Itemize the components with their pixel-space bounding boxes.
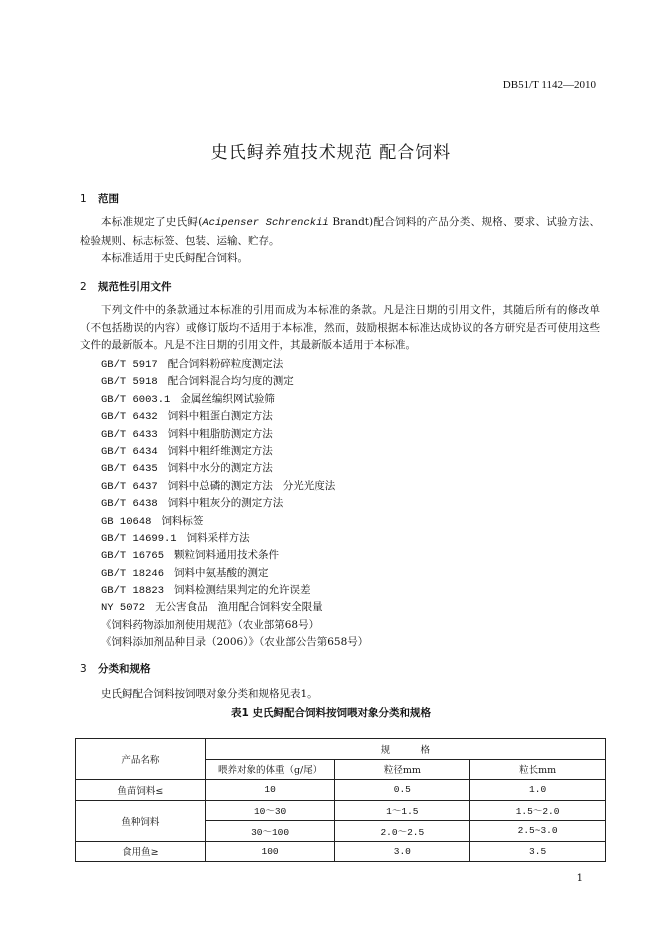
reference-code: GB/T 6003.1	[101, 393, 171, 406]
reference-title: 颗粒饲料通用技术条件	[174, 549, 280, 562]
cell-diameter: 2.0～2.5	[335, 821, 470, 842]
header-spec: 规 格	[205, 739, 605, 760]
cell-name: 鱼种饲料	[76, 800, 206, 841]
reference-title: 无公害食品 渔用配合饲料安全限量	[155, 601, 323, 614]
reference-item	[101, 356, 368, 373]
reference-code: GB/T 6437	[101, 480, 158, 493]
section-title: 规范性引用文件	[98, 281, 172, 293]
cell-diameter: 3.0	[335, 841, 470, 862]
scope-text-part: 本标准规定了史氏鲟(	[101, 216, 203, 228]
standard-code: DB51/T 1142—2010	[502, 79, 596, 91]
reference-item	[101, 426, 368, 443]
reference-title: 饲料采样方法	[186, 531, 250, 544]
reference-title: 饲料中总磷的测定方法 分光光度法	[167, 479, 336, 492]
reference-code: GB/T 5918	[101, 376, 158, 389]
reference-list	[101, 356, 368, 652]
reference-code: GB/T 6435	[101, 463, 158, 476]
section-heading-classification	[80, 661, 151, 676]
cell-length: 1.0	[470, 780, 606, 801]
reference-title: 饲料中粗灰分的测定方法	[167, 497, 284, 510]
reference-title: 饲料中粗脂肪测定方法	[167, 427, 273, 440]
table-header-row	[76, 739, 606, 760]
reference-title: 饲料中粗蛋白测定方法	[167, 410, 273, 423]
reference-title: 配合饲料粉碎粒度测定法	[167, 358, 284, 370]
reference-item	[101, 565, 368, 582]
reference-item	[101, 391, 368, 408]
scope-text	[80, 214, 600, 268]
reference-code: GB 10648	[101, 515, 152, 528]
classification-intro: 史氏鲟配合饲料按饲喂对象分类和规格见表1。	[101, 688, 318, 700]
section-heading-normative	[80, 279, 172, 294]
reference-title: 配合饲料混合均匀度的测定	[167, 375, 294, 388]
normative-intro	[80, 302, 600, 355]
reference-title: 《饲料添加剂品种目录（2006）》（农业部公告第658号）	[101, 636, 369, 649]
reference-item	[101, 547, 368, 564]
header-diameter: 粒径mm	[335, 759, 470, 780]
cell-diameter: 0.5	[335, 780, 470, 801]
cell-weight: 10～30	[205, 800, 335, 821]
cell-length: 3.5	[470, 841, 606, 862]
spec-table	[75, 738, 606, 862]
reference-code: GB/T 16765	[101, 550, 165, 563]
reference-item	[101, 634, 368, 651]
cell-weight: 100	[205, 841, 335, 862]
section-number: 1	[80, 193, 87, 205]
reference-title: 饲料中水分的测定方法	[167, 462, 273, 475]
reference-code: GB/T 14699.1	[101, 532, 177, 545]
reference-item	[101, 599, 368, 616]
normative-paragraph: 下列文件中的条款通过本标准的引用而成为本标准的条款。凡是注日期的引用文件，其随后所有的修改单（不包括勘误的内容）或修订版均不适用于本标准，然而，鼓励根据本标准达成协议的各方研究是否可使用这些文件的最新版本。凡是不注日期的引用文件，其最新版本适用于本标准。	[80, 304, 600, 351]
reference-title: 金属丝编织网试验筛	[180, 392, 275, 405]
reference-item	[101, 582, 368, 599]
reference-code: GB/T 6434	[101, 445, 158, 458]
reference-title: 《饲料药物添加剂使用规范》（农业部第68号）	[101, 618, 320, 631]
cell-name: 鱼苗饲料≤	[76, 780, 206, 801]
cell-weight: 30～100	[205, 821, 335, 842]
header-product-name: 产品名称	[76, 739, 206, 780]
page-number: 1	[576, 873, 583, 884]
section-number: 3	[80, 663, 87, 675]
header-length: 粒长mm	[470, 759, 606, 780]
reference-code: GB/T 18823	[101, 585, 165, 598]
cell-name: 食用鱼≥	[76, 841, 206, 862]
section-heading-scope	[80, 191, 119, 206]
header-weight: 喂养对象的体重（g/尾）	[205, 759, 335, 780]
reference-item	[101, 530, 368, 547]
table-row	[76, 780, 606, 801]
reference-code: GB/T 18246	[101, 567, 165, 580]
cell-length: 1.5～2.0	[470, 800, 606, 821]
reference-item	[101, 513, 368, 530]
reference-code: GB/T 6432	[101, 411, 158, 424]
reference-title: 饲料检测结果判定的允许误差	[174, 584, 311, 597]
reference-item	[101, 495, 368, 512]
cell-diameter: 1～1.5	[335, 800, 470, 821]
reference-code: NY 5072	[101, 602, 146, 615]
section-title: 范围	[98, 193, 119, 205]
latin-species-name: Acipenser Schrenckii	[202, 217, 329, 229]
reference-code: GB/T 5917	[101, 359, 158, 371]
section-number: 2	[80, 281, 87, 293]
cell-weight: 10	[205, 780, 335, 801]
reference-title: 饲料中氨基酸的测定	[174, 566, 269, 579]
reference-item	[101, 373, 368, 390]
section-title: 分类和规格	[98, 663, 151, 675]
table-caption: 表1 史氏鲟配合饲料按饲喂对象分类和规格	[231, 707, 431, 719]
reference-item	[101, 460, 368, 477]
table-row	[76, 841, 606, 862]
reference-title: 饲料标签	[161, 514, 204, 527]
scope-paragraph-1	[80, 214, 600, 250]
reference-title: 饲料中粗纤维测定方法	[167, 444, 273, 457]
reference-item	[101, 443, 368, 460]
cell-length: 2.5~3.0	[470, 821, 606, 842]
reference-item	[101, 408, 368, 425]
scope-text-part: Brandt)配合饲料的产品分类、规格、要求、试验方法、检验规则、标志标签、包装、运输、贮存。	[80, 216, 600, 247]
document-title: 史氏鲟养殖技术规范 配合饲料	[210, 143, 452, 163]
table-row	[76, 800, 606, 821]
scope-paragraph-2: 本标准适用于史氏鲟配合饲料。	[101, 252, 248, 264]
reference-code: GB/T 6433	[101, 428, 158, 441]
reference-item	[101, 478, 368, 495]
reference-code: GB/T 6438	[101, 498, 158, 511]
reference-item	[101, 617, 368, 634]
